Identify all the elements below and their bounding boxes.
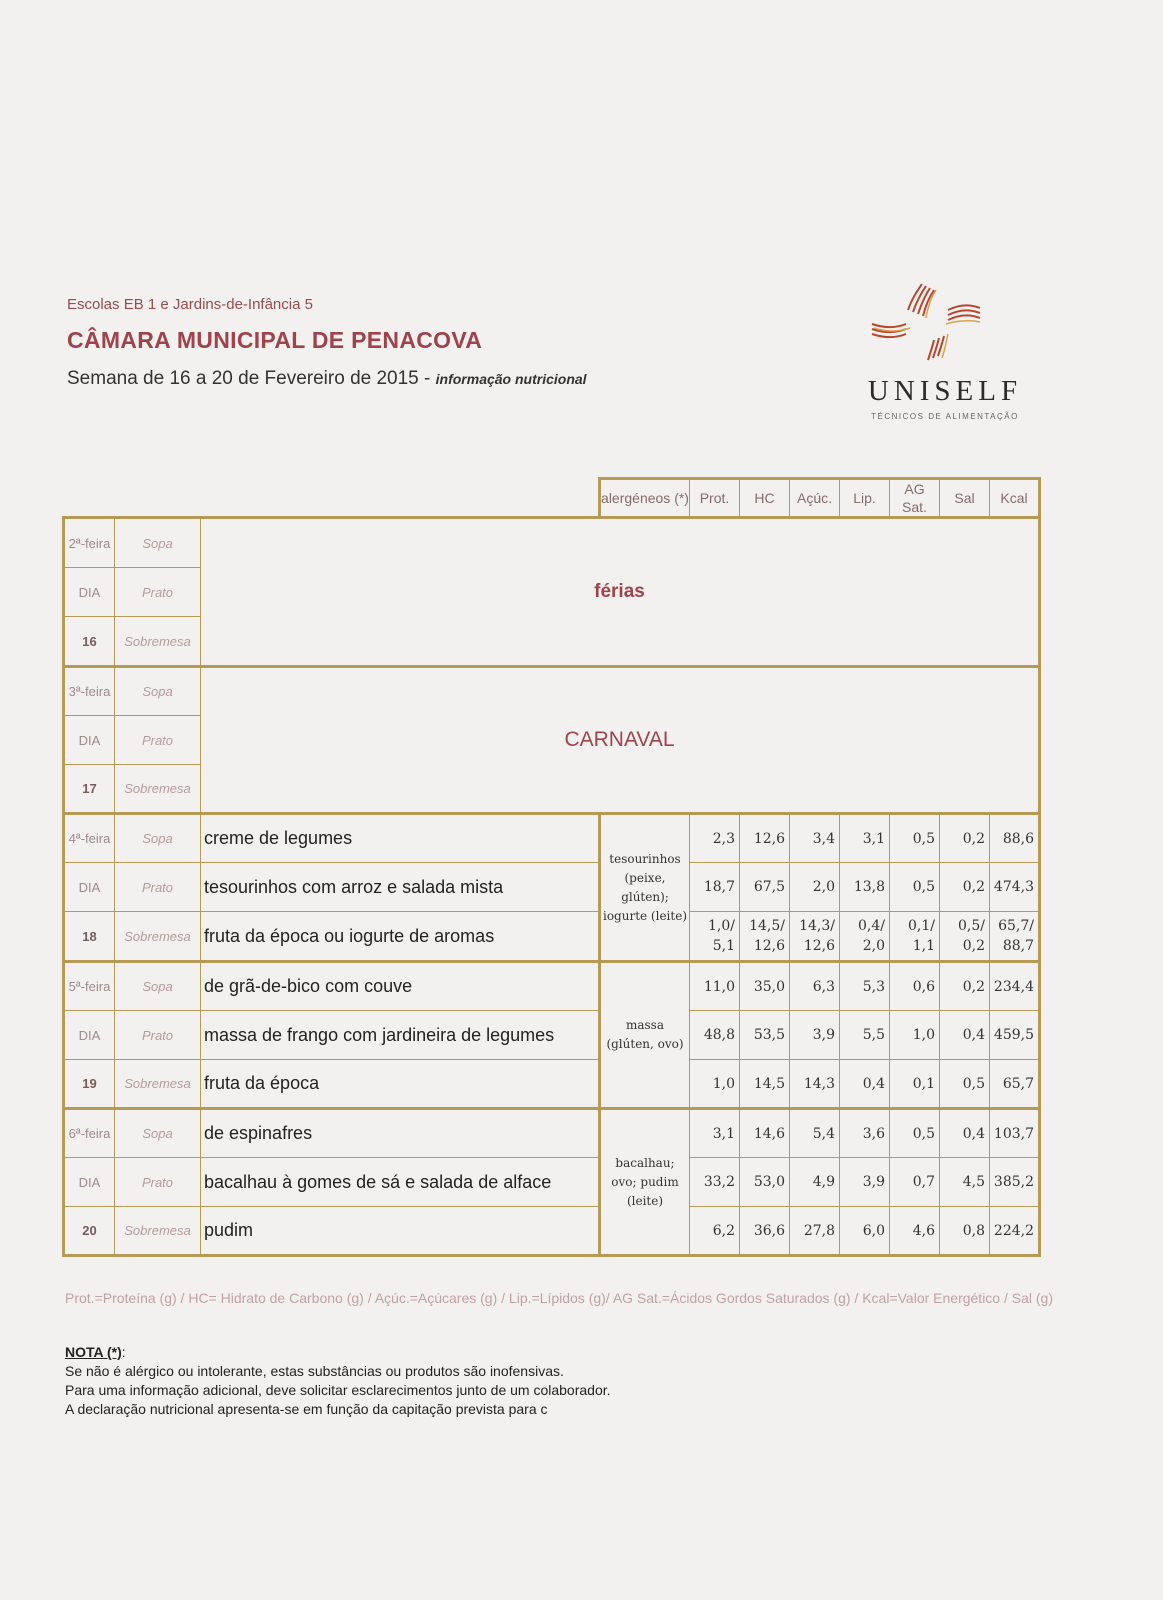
fri-day-number: 20: [64, 1207, 115, 1256]
wed-sobremesa-prot-b: 5,1: [712, 938, 735, 954]
thu-prato-prot: 48,8: [690, 1011, 740, 1060]
thu-prato-sal: 0,4: [940, 1011, 990, 1060]
fri-sobremesa-dish: pudim: [201, 1207, 600, 1256]
wed-sobremesa-acuc: [790, 912, 840, 962]
col-prot: Prot.: [690, 479, 740, 518]
wed-sobremesa-ag-a: 0,1/: [908, 918, 935, 934]
nota-line-1: Se não é alérgico ou intolerante, estas substâncias ou produtos são inofensivas.: [65, 1363, 564, 1379]
wed-sopa-kcal: 88,6: [990, 814, 1040, 863]
nota-line-3: A declaração nutricional apresenta-se em função da capitação prevista para c: [65, 1401, 548, 1417]
thu-sobremesa-acuc: 14,3: [790, 1060, 840, 1109]
fri-sopa-sal: 0,4: [940, 1109, 990, 1158]
wed-row-1: [64, 814, 1040, 863]
wed-sopa-ag: 0,5: [890, 814, 940, 863]
mon-prato-label: Prato: [115, 568, 201, 617]
thu-sopa-ag: 0,6: [890, 962, 940, 1011]
fri-sobremesa-acuc: 27,8: [790, 1207, 840, 1256]
fri-sobremesa-kcal: 224,2: [990, 1207, 1040, 1256]
wed-sobremesa-hc-a: 14,5/: [749, 918, 785, 934]
thu-sobremesa-kcal: 65,7: [990, 1060, 1040, 1109]
wed-sobremesa-label: Sobremesa: [115, 912, 201, 962]
wed-prato-label: Prato: [115, 863, 201, 912]
wed-row-3: [64, 912, 1040, 962]
mon-day-number: 16: [64, 617, 115, 667]
nota-block: [65, 1343, 611, 1419]
wed-sobremesa-sal: [940, 912, 990, 962]
fri-dia-label: DIA: [64, 1158, 115, 1207]
wed-prato-hc: 67,5: [740, 863, 790, 912]
abbreviation-legend: Prot.=Proteína (g) / HC= Hidrato de Carbono (g) / Açúc.=Açúcares (g) / Lip.=Lípidos (g)/ AG Sat.=Ácidos Gordos Saturados (g) / Kcal=Valor Energético / Sal (g): [65, 1290, 1053, 1306]
thu-day-number: 19: [64, 1060, 115, 1109]
uniself-logo: [840, 282, 1050, 432]
tue-sopa-label: Sopa: [115, 667, 201, 716]
thu-sobremesa-prot: 1,0: [690, 1060, 740, 1109]
fri-allergens: bacalhau; ovo; pudim (leite): [600, 1109, 690, 1256]
fri-sobremesa-label: Sobremesa: [115, 1207, 201, 1256]
fri-row-1: [64, 1109, 1040, 1158]
thu-sopa-acuc: 6,3: [790, 962, 840, 1011]
wed-sobremesa-hc: [740, 912, 790, 962]
fri-prato-dish: bacalhau à gomes de sá e salada de alface: [201, 1158, 600, 1207]
fri-sobremesa-ag: 4,6: [890, 1207, 940, 1256]
tue-sobremesa-label: Sobremesa: [115, 765, 201, 814]
header-row: [64, 479, 1040, 518]
menu-table: [62, 477, 1041, 1257]
wed-sobremesa-acuc-b: 12,6: [803, 938, 835, 954]
wed-sobremesa-kcal-b: 88,7: [1002, 938, 1034, 954]
thu-row-3: [64, 1060, 1040, 1109]
thu-row-2: [64, 1011, 1040, 1060]
thu-sopa-label: Sopa: [115, 962, 201, 1011]
fri-sobremesa-lip: 6,0: [840, 1207, 890, 1256]
wed-sobremesa-lip-b: 2,0: [862, 938, 885, 954]
thu-row-1: [64, 962, 1040, 1011]
wed-sobremesa-ag: [890, 912, 940, 962]
col-ag: AG Sat.: [890, 479, 940, 518]
tue-day-number: 17: [64, 765, 115, 814]
wed-sopa-hc: 12,6: [740, 814, 790, 863]
wed-sopa-prot: 2,3: [690, 814, 740, 863]
wed-sobremesa-lip: [840, 912, 890, 962]
thu-sobremesa-hc: 14,5: [740, 1060, 790, 1109]
col-alergenos: alergéneos (*): [600, 479, 690, 518]
wed-sobremesa-prot-a: 1,0/: [708, 918, 735, 934]
thu-sopa-dish: de grã-de-bico com couve: [201, 962, 600, 1011]
wed-sopa-lip: 3,1: [840, 814, 890, 863]
fri-prato-hc: 53,0: [740, 1158, 790, 1207]
fri-prato-label: Prato: [115, 1158, 201, 1207]
info-label: informação nutricional: [435, 371, 587, 387]
nota-heading: [65, 1343, 611, 1362]
uniself-logo-mark-icon: [840, 282, 1050, 372]
school-subtitle: Escolas EB 1 e Jardins-de-Infância 5: [67, 296, 313, 313]
thu-sopa-kcal: 234,4: [990, 962, 1040, 1011]
thu-sopa-lip: 5,3: [840, 962, 890, 1011]
logo-tagline: TÉCNICOS DE ALIMENTAÇÃO: [871, 412, 1019, 421]
logo-wordmark: UNISELF: [867, 375, 1023, 407]
thu-prato-acuc: 3,9: [790, 1011, 840, 1060]
mon-row-1: [64, 518, 1040, 568]
thu-prato-hc: 53,5: [740, 1011, 790, 1060]
fri-sobremesa-sal: 0,8: [940, 1207, 990, 1256]
wed-prato-prot: 18,7: [690, 863, 740, 912]
thu-sobremesa-ag: 0,1: [890, 1060, 940, 1109]
fri-prato-sal: 4,5: [940, 1158, 990, 1207]
wed-weekday: 4ª-feira: [64, 814, 115, 863]
wed-row-2: [64, 863, 1040, 912]
fri-sopa-kcal: 103,7: [990, 1109, 1040, 1158]
col-hc: HC: [740, 479, 790, 518]
thu-prato-label: Prato: [115, 1011, 201, 1060]
fri-weekday: 6ª-feira: [64, 1109, 115, 1158]
mon-dia-label: DIA: [64, 568, 115, 617]
fri-sopa-hc: 14,6: [740, 1109, 790, 1158]
wed-sopa-acuc: 3,4: [790, 814, 840, 863]
fri-row-3: [64, 1207, 1040, 1256]
wed-sobremesa-prot: [690, 912, 740, 962]
wed-sobremesa-dish: fruta da época ou iogurte de aromas: [201, 912, 600, 962]
fri-sopa-prot: 3,1: [690, 1109, 740, 1158]
wed-prato-acuc: 2,0: [790, 863, 840, 912]
thu-sobremesa-dish: fruta da época: [201, 1060, 600, 1109]
col-kcal: Kcal: [990, 479, 1040, 518]
wed-prato-sal: 0,2: [940, 863, 990, 912]
mon-weekday: 2ª-feira: [64, 518, 115, 568]
wed-sobremesa-ag-b: 1,1: [912, 938, 935, 954]
thu-dia-label: DIA: [64, 1011, 115, 1060]
fri-prato-lip: 3,9: [840, 1158, 890, 1207]
col-lip: Lip.: [840, 479, 890, 518]
mon-sobremesa-label: Sobremesa: [115, 617, 201, 667]
wed-prato-dish: tesourinhos com arroz e salada mista: [201, 863, 600, 912]
wed-sopa-label: Sopa: [115, 814, 201, 863]
wed-sobremesa-lip-a: 0,4/: [858, 918, 885, 934]
tue-dia-label: DIA: [64, 716, 115, 765]
wed-prato-kcal: 474,3: [990, 863, 1040, 912]
fri-prato-prot: 33,2: [690, 1158, 740, 1207]
tue-prato-label: Prato: [115, 716, 201, 765]
nota-line-2: Para uma informação adicional, deve solicitar esclarecimentos junto de um colaborador.: [65, 1382, 611, 1398]
fri-sopa-acuc: 5,4: [790, 1109, 840, 1158]
wed-sobremesa-kcal-a: 65,7/: [998, 918, 1034, 934]
mon-note: férias: [201, 518, 1040, 667]
tue-row-1: [64, 667, 1040, 716]
wed-sobremesa-kcal: [990, 912, 1040, 962]
thu-sobremesa-label: Sobremesa: [115, 1060, 201, 1109]
week-range: Semana de 16 a 20 de Fevereiro de 2015 -: [67, 368, 431, 389]
wed-sobremesa-sal-a: 0,5/: [958, 918, 985, 934]
fri-row-2: [64, 1158, 1040, 1207]
thu-sopa-hc: 35,0: [740, 962, 790, 1011]
thu-prato-ag: 1,0: [890, 1011, 940, 1060]
wed-sobremesa-acuc-a: 14,3/: [799, 918, 835, 934]
col-sal: Sal: [940, 479, 990, 518]
mon-sopa-label: Sopa: [115, 518, 201, 568]
thu-prato-lip: 5,5: [840, 1011, 890, 1060]
wed-sobremesa-hc-b: 12,6: [753, 938, 785, 954]
thu-sobremesa-sal: 0,5: [940, 1060, 990, 1109]
fri-prato-kcal: 385,2: [990, 1158, 1040, 1207]
wed-sopa-sal: 0,2: [940, 814, 990, 863]
week-heading: [67, 368, 587, 390]
thu-prato-dish: massa de frango com jardineira de legumes: [201, 1011, 600, 1060]
thu-allergens: massa (glúten, ovo): [600, 962, 690, 1109]
fri-prato-ag: 0,7: [890, 1158, 940, 1207]
wed-prato-ag: 0,5: [890, 863, 940, 912]
fri-sopa-dish: de espinafres: [201, 1109, 600, 1158]
wed-sobremesa-sal-b: 0,2: [962, 938, 985, 954]
fri-sopa-ag: 0,5: [890, 1109, 940, 1158]
wed-dia-label: DIA: [64, 863, 115, 912]
tue-weekday: 3ª-feira: [64, 667, 115, 716]
thu-weekday: 5ª-feira: [64, 962, 115, 1011]
wed-prato-lip: 13,8: [840, 863, 890, 912]
fri-sopa-label: Sopa: [115, 1109, 201, 1158]
wed-day-number: 18: [64, 912, 115, 962]
tue-note: CARNAVAL: [201, 667, 1040, 814]
col-acuc: Açúc.: [790, 479, 840, 518]
wed-sopa-dish: creme de legumes: [201, 814, 600, 863]
thu-sopa-sal: 0,2: [940, 962, 990, 1011]
thu-prato-kcal: 459,5: [990, 1011, 1040, 1060]
nota-colon: :: [121, 1344, 126, 1360]
fri-sobremesa-hc: 36,6: [740, 1207, 790, 1256]
fri-sobremesa-prot: 6,2: [690, 1207, 740, 1256]
nota-title: NOTA (*): [65, 1344, 122, 1360]
page-title: CÂMARA MUNICIPAL DE PENACOVA: [67, 327, 483, 353]
fri-sopa-lip: 3,6: [840, 1109, 890, 1158]
thu-sopa-prot: 11,0: [690, 962, 740, 1011]
wed-allergens: tesourinhos (peixe, glúten); iogurte (leite): [600, 814, 690, 962]
fri-prato-acuc: 4,9: [790, 1158, 840, 1207]
thu-sobremesa-lip: 0,4: [840, 1060, 890, 1109]
